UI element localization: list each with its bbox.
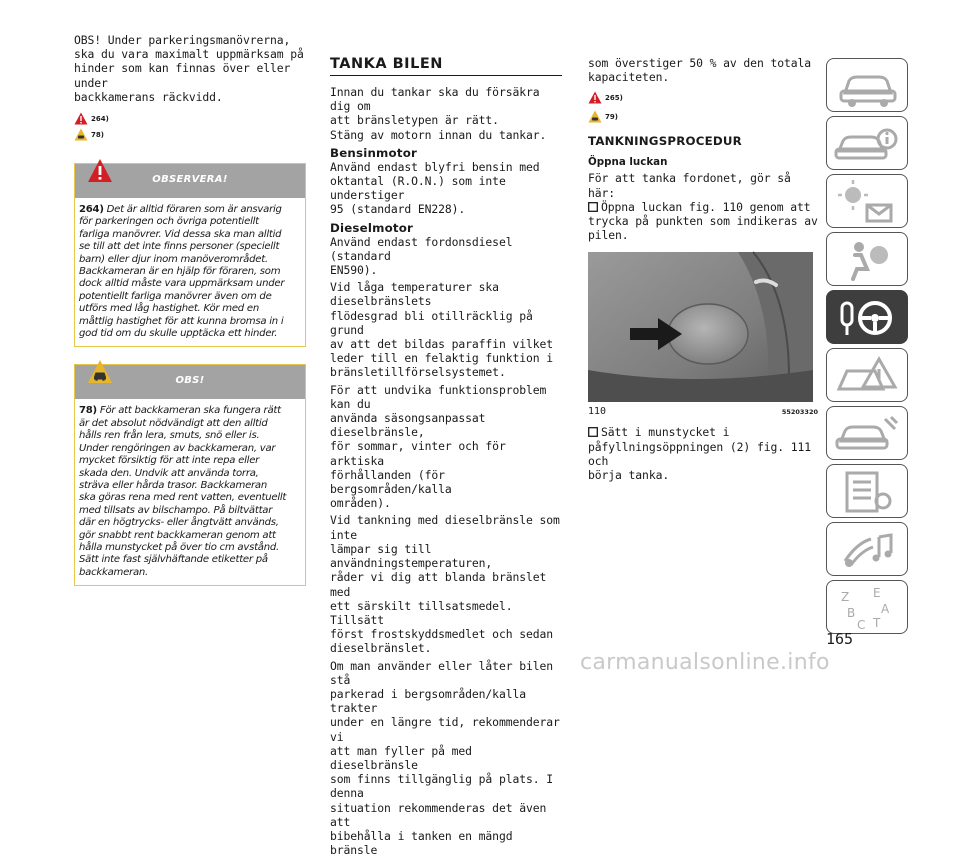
index-icon (827, 581, 909, 635)
tab-safety[interactable] (826, 232, 908, 286)
svg-text:C: C (857, 618, 866, 632)
warning-triangle-icon (74, 112, 88, 125)
section-title: TANKA BILEN (330, 56, 562, 76)
reference-note[interactable]: 79) (588, 110, 818, 123)
note-box-text: 78) För att backkameran ska fungera rätt är det absolut nödvändigt att den alltid hålls ren från lera, smuts, snö eller is. Under rengöringen av backkameran, var mycket försiktig för att inte repa eller skada den. Undvik att använda torra, sträva eller hårda trasor. Backkameran ska göras rena med rent vatten, eventuellt med tillsats av bilschampo. På biltvättar där en högtrycks- eller ångtvätt används, gör snabbt rent backkameran genom att hålla munstycket på över tio cm avstånd. Sätt inte fast självhäftande etiketter på backkameran. (79, 405, 287, 578)
tab-technical-data[interactable] (826, 464, 908, 518)
note-box (74, 364, 306, 586)
multimedia-icon (827, 523, 909, 577)
insert-nozzle-text: Sätt i munstycket i påfyllningsöppningen (2) fig. 111 och börja tanka. (588, 425, 812, 483)
warning-box-header (75, 164, 305, 198)
tab-index[interactable] (826, 580, 908, 634)
car-note-triangle-icon (588, 110, 602, 123)
warning-lights-icon (827, 175, 909, 229)
column-middle (330, 56, 562, 857)
checkbox-icon (588, 427, 598, 437)
key-steering-wheel-icon (827, 291, 909, 345)
specifications-icon (827, 465, 909, 519)
intro-paragraph: OBS! Under parkeringsmanövrerna, ska du vara maximalt uppmärksam på hinder som kan finnas över eller under backkamerans räckvidd. (74, 33, 304, 104)
figure-caption (588, 406, 818, 417)
procedure-heading: TANKNINGSPROCEDUR (588, 134, 742, 149)
column-left (74, 33, 306, 586)
emergency-icon (827, 349, 909, 403)
reference-note[interactable]: 78) (74, 128, 306, 141)
note-box-header (75, 365, 305, 399)
page-number: 165 (826, 630, 854, 648)
svg-text:E: E (873, 586, 881, 600)
figure-number: 110 (588, 406, 607, 418)
tab-emergency[interactable] (826, 348, 908, 402)
reference-warning[interactable]: 264) (74, 112, 306, 125)
column-right (588, 56, 818, 482)
tab-starting-driving[interactable] (826, 290, 908, 344)
tab-service[interactable] (826, 406, 908, 460)
car-note-triangle-icon (74, 128, 88, 141)
airbag-icon (827, 233, 909, 287)
tab-car[interactable] (826, 58, 908, 112)
car-info-icon (827, 117, 909, 171)
figure-fuel-flap (588, 252, 813, 402)
svg-text:A: A (881, 602, 890, 616)
tab-car-info[interactable] (826, 116, 908, 170)
svg-text:T: T (873, 616, 881, 630)
petrol-text: Använd endast blyfri bensin med oktantal (R.O.N.) som inte understiger 95 (standard EN228). (330, 159, 540, 217)
checkbox-icon (588, 202, 598, 212)
tab-multimedia[interactable] (826, 522, 908, 576)
open-flap-heading: Öppna luckan (588, 156, 668, 169)
warning-box-text: 264) Det är alltid föraren som är ansvarig för parkeringen och övriga potentiellt farliga manövrer. Vid dessa ska man alltid se till att det inte finns personer (speciellt barn) eller djur inom manöverområdet. Backkameran är en hjälp för föraren, som dock alltid måste vara uppmärksam under potentiellt farliga manövrer även om de utförs med låg hastighet. Kör med en måttlig hastighet för att kunna bromsa in i god tid om du skulle upptäcka ett hinder. (79, 204, 285, 340)
warning-triangle-icon (588, 91, 602, 104)
car-icon (827, 59, 909, 113)
note-box-title: OBS! (175, 375, 205, 387)
capacity-text: som överstiger 50 % av den totala kapaciteten. (588, 56, 812, 85)
reference-warning[interactable]: 265) (588, 91, 818, 104)
car-service-icon (827, 407, 909, 461)
diesel-text: Använd endast fordonsdiesel (standard EN590). Vid låga temperaturer ska dieselbränslets flödesgrad bli otillräcklig på grund av att det bildas paraffin vilket leder till en felaktig funktion i bränsletillförselsystemet. För att undvika funktionsproblem kan du använda säsongsanpassat dieselbränsle, för sommar, vinter och för arktiska förhållanden (för bergsområden/kalla områden). Vid tankning med dieselbränsle som inte lämpar sig till användningstemperaturen, råder vi dig att blanda bränslet med ett särskilt tillsatsmedel. Tillsätt först frostskyddsmedlet och sedan dieselbränslet. Om man använder eller låter bilen stå parkerad i bergsområden/kalla trakter under en längre tid, rekommenderar vi att man fyller på med dieselbränsle som finns tillgänglig på plats. I denna situation rekommenderas det även att bibehålla i tanken en mängd bränsle (330, 234, 560, 857)
diesel-heading: Dieselmotor (330, 220, 414, 235)
tab-warning-lights[interactable] (826, 174, 908, 228)
watermark: carmanualsonline.info (580, 650, 830, 675)
fuel-flap-photo (588, 252, 813, 402)
petrol-heading: Bensinmotor (330, 145, 418, 160)
refuel-intro: Innan du tankar ska du försäkra dig om att bränsletypen är rätt. Stäng av motorn innan du tankar. (330, 85, 547, 142)
warning-box-title: OBSERVERA! (152, 174, 228, 186)
svg-text:Z: Z (841, 590, 850, 604)
warning-box (74, 163, 306, 347)
svg-text:B: B (847, 606, 856, 620)
figure-code: 55203320 (781, 408, 818, 417)
open-flap-text: För att tanka fordonet, gör så här: Öppna luckan fig. 110 genom att trycka på punkten som indikeras av pilen. (588, 171, 818, 243)
